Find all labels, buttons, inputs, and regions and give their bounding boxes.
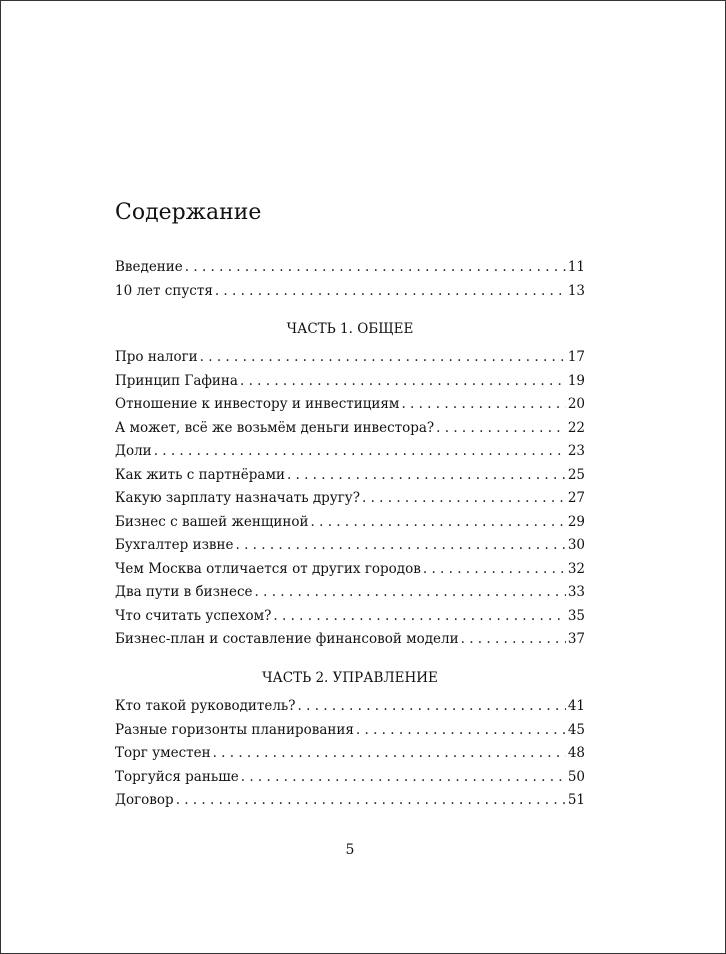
toc-entry-title: Торгуйся раньше bbox=[115, 768, 239, 785]
toc-entry[interactable] bbox=[115, 719, 585, 743]
toc-entry-title: 10 лет спустя bbox=[115, 282, 213, 299]
toc-entry-title: А может, всё же возьмём деньги инвестора? bbox=[115, 419, 435, 436]
dot-leader bbox=[436, 417, 566, 441]
toc-entry[interactable] bbox=[115, 695, 585, 719]
dot-leader bbox=[200, 346, 566, 370]
toc-entry-page: 50 bbox=[567, 768, 585, 785]
toc-entry-title: Чем Москва отличается от других городов bbox=[115, 560, 421, 577]
toc-entry-page: 30 bbox=[567, 537, 585, 553]
toc-entry-page: 33 bbox=[567, 584, 585, 600]
toc-entry[interactable] bbox=[115, 464, 585, 488]
toc-entry-title: Как жить с партнёрами bbox=[115, 466, 285, 483]
part-1-heading: ЧАСТЬ 1. ОБЩЕЕ bbox=[286, 321, 414, 337]
dot-leader bbox=[287, 464, 566, 488]
toc-entry[interactable] bbox=[115, 256, 585, 280]
toc-entry-title: Бухгалтер извне bbox=[115, 537, 234, 553]
toc-entry-title: Договор bbox=[115, 792, 174, 808]
toc-entry[interactable] bbox=[115, 417, 585, 441]
toc-entry[interactable] bbox=[115, 280, 585, 304]
dot-leader bbox=[236, 534, 566, 558]
page-number: 5 bbox=[345, 842, 355, 858]
toc-entry-page: 17 bbox=[567, 349, 585, 365]
page-title: Содержание bbox=[115, 200, 262, 225]
toc-entry-page: 13 bbox=[567, 282, 585, 299]
toc-entry[interactable] bbox=[115, 558, 585, 582]
toc-entry-title: Доли bbox=[115, 443, 152, 459]
toc-entry-title: Бизнес-план и составление финансовой модели bbox=[115, 631, 459, 647]
toc-entry-title: Отношение к инвестору и инвестициям bbox=[115, 396, 400, 412]
toc-entry-page: 29 bbox=[567, 513, 585, 530]
toc-part-2 bbox=[115, 695, 585, 813]
toc-part-1 bbox=[115, 346, 585, 652]
toc-entry-page: 23 bbox=[567, 443, 585, 459]
dot-leader bbox=[362, 487, 566, 511]
toc-entry-title: Торг уместен bbox=[115, 745, 211, 761]
dot-leader bbox=[255, 581, 566, 605]
toc-entry-page: 35 bbox=[567, 607, 585, 624]
toc-entry-page: 11 bbox=[567, 259, 585, 275]
dot-leader bbox=[241, 766, 566, 790]
toc-entry-title: Кто такой руководитель? bbox=[115, 698, 296, 714]
dot-leader bbox=[401, 393, 565, 417]
toc-entry-page: 22 bbox=[567, 419, 585, 436]
toc-entry-title: Бизнес с вашей женщиной bbox=[115, 513, 309, 530]
toc-entry-title: Какую зарплату назначать другу? bbox=[115, 490, 360, 506]
dot-leader bbox=[185, 256, 566, 280]
toc-entry-title: Введение bbox=[115, 259, 183, 275]
toc-entry-title: Про налоги bbox=[115, 349, 198, 365]
dot-leader bbox=[298, 695, 566, 719]
toc-entry-page: 45 bbox=[567, 721, 585, 738]
dot-leader bbox=[176, 789, 566, 813]
dot-leader bbox=[423, 558, 566, 582]
toc-entry[interactable] bbox=[115, 605, 585, 629]
toc-entry-title: Два пути в бизнесе bbox=[115, 584, 253, 600]
dot-leader bbox=[273, 605, 565, 629]
dot-leader bbox=[240, 370, 566, 394]
toc-entry[interactable] bbox=[115, 742, 585, 766]
toc-entry[interactable] bbox=[115, 440, 585, 464]
toc-entry-title: Разные горизонты планирования bbox=[115, 721, 354, 738]
toc-entry[interactable] bbox=[115, 393, 585, 417]
toc-entry[interactable] bbox=[115, 346, 585, 370]
toc-entry-page: 32 bbox=[567, 560, 585, 577]
dot-leader bbox=[461, 628, 566, 652]
toc-entry-title: Принцип Гафина bbox=[115, 372, 238, 389]
toc-entry-page: 41 bbox=[567, 698, 585, 714]
toc-entry[interactable] bbox=[115, 581, 585, 605]
toc-entry-page: 19 bbox=[567, 372, 585, 389]
toc-entry-page: 20 bbox=[567, 396, 585, 412]
dot-leader bbox=[356, 719, 566, 743]
toc-entry[interactable] bbox=[115, 370, 585, 394]
toc-entry[interactable] bbox=[115, 534, 585, 558]
toc-entry-title: Что считать успехом? bbox=[115, 607, 272, 624]
toc-entry[interactable] bbox=[115, 766, 585, 790]
dot-leader bbox=[213, 742, 566, 766]
toc-entry-page: 25 bbox=[567, 466, 585, 483]
dot-leader bbox=[311, 511, 566, 535]
toc-entry[interactable] bbox=[115, 789, 585, 813]
toc-entry-page: 27 bbox=[567, 490, 585, 506]
toc-entry[interactable] bbox=[115, 487, 585, 511]
dot-leader bbox=[215, 280, 566, 304]
part-2-heading: ЧАСТЬ 2. УПРАВЛЕНИЕ bbox=[262, 670, 438, 686]
dot-leader bbox=[154, 440, 566, 464]
toc-intro bbox=[115, 256, 585, 303]
toc-entry[interactable] bbox=[115, 628, 585, 652]
toc-entry-page: 37 bbox=[567, 631, 585, 647]
toc-entry-page: 51 bbox=[567, 792, 585, 808]
toc-entry[interactable] bbox=[115, 511, 585, 535]
toc-entry-page: 48 bbox=[567, 745, 585, 761]
